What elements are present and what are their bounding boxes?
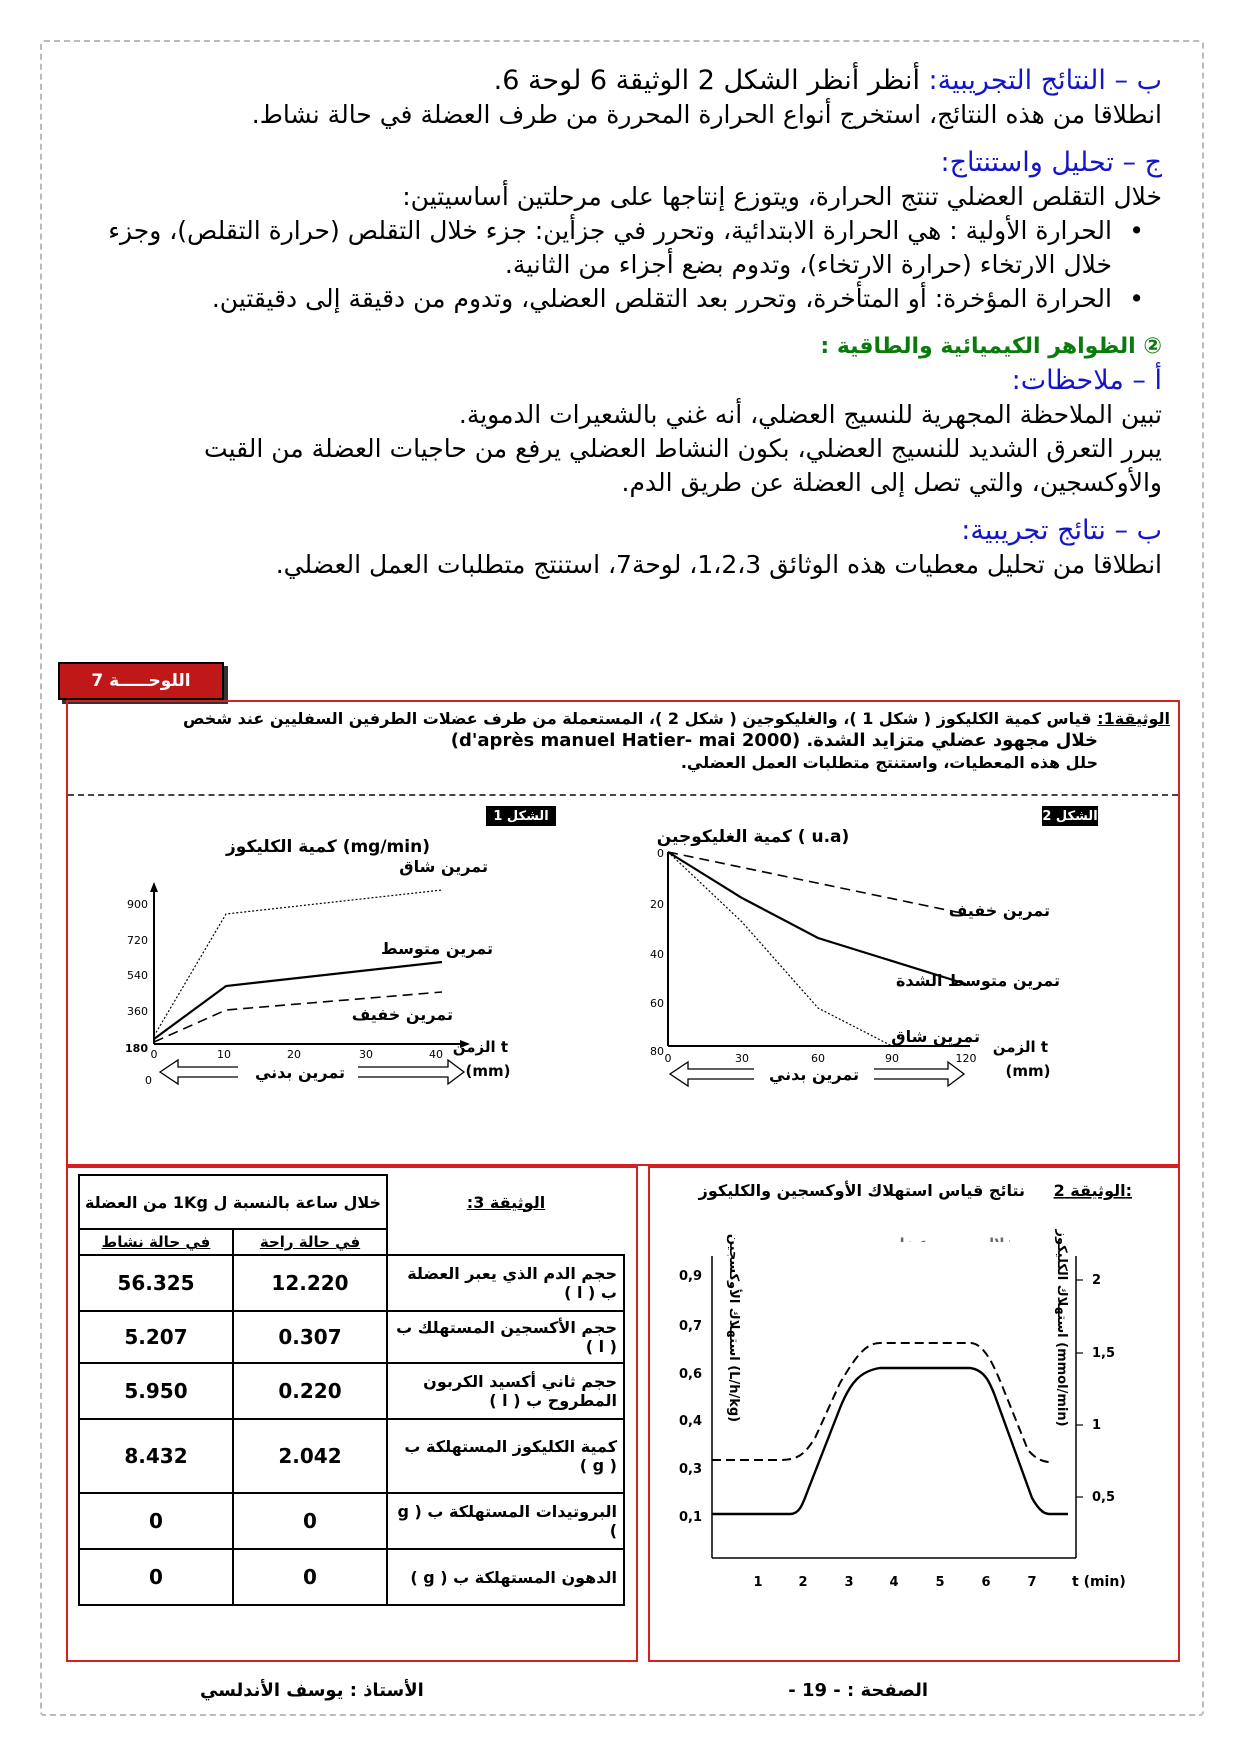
section-heading: ب – نتائج تجريبية: xyxy=(961,515,1162,546)
left-tick-label: 0,3 xyxy=(678,1462,702,1477)
right-tick-label: 0,5 xyxy=(1092,1490,1116,1505)
document-label: الوثيقة 2: xyxy=(1053,1181,1132,1200)
document-3 xyxy=(66,1166,638,1662)
document-text: خلال مجهود عضلي متزايد الشدة. (d'après manuel Hatier- mai 2000) xyxy=(450,730,1098,751)
table-row xyxy=(79,1549,624,1605)
active-value: 56.325 xyxy=(79,1255,233,1311)
column-header-rest: في حالة راحة xyxy=(233,1229,387,1255)
section-heading: أ – ملاحظات: xyxy=(1011,365,1162,396)
y-tick-label: 80 xyxy=(650,1045,664,1058)
series-label-hard: تمرين شاق xyxy=(891,1027,980,1046)
rest-value: 2.042 xyxy=(233,1419,387,1493)
left-tick-label: 0,4 xyxy=(678,1414,702,1429)
active-value: 5.207 xyxy=(79,1311,233,1363)
left-tick-label: 0,9 xyxy=(678,1269,702,1284)
paragraph: خلال التقلص العضلي تنتج الحرارة، ويتوزع إنتاجها على مرحلتين أساسيتين: xyxy=(402,182,1162,211)
active-value: 5.950 xyxy=(79,1363,233,1419)
series-line-glucose xyxy=(712,1343,1050,1462)
x-axis-title: الزمن t xyxy=(992,1038,1048,1056)
x-tick-label: 60 xyxy=(811,1052,825,1065)
row-label: حجم ثاني أكسيد الكربون المطروح ب ( l ) xyxy=(387,1363,624,1419)
table-group-header: خلال ساعة بالنسبة ل 1Kg من العضلة xyxy=(79,1175,387,1229)
series-line-hard xyxy=(668,852,892,1046)
x-tick-label: 120 xyxy=(955,1052,977,1065)
figure-tag: الشكل 1 xyxy=(493,809,549,824)
chart-title: نتائج قياس استهلاك الأوكسجين والكليكوز xyxy=(698,1181,1025,1200)
paragraph: تبين الملاحظة المجهرية للنسيج العضلي، أنه غني بالشعيرات الدموية. xyxy=(458,400,1162,429)
paragraph: يبرر التعرق الشديد للنسيج العضلي، بكون النشاط العضلي يرفع من حاجيات العضلة من القيت والأوكسجين، والتي تصل إلى العضلة عن طريق الدم. xyxy=(204,434,1162,497)
x-tick-label: 2 xyxy=(798,1575,808,1590)
consumption-chart xyxy=(650,1168,1174,1656)
table-row xyxy=(79,1493,624,1549)
x-tick-label: 3 xyxy=(844,1575,854,1590)
figure-1-chart xyxy=(68,802,628,1162)
series-label-hard: تمرين شاق xyxy=(399,857,488,876)
row-label: البروتيدات المستهلكة ب ( g ) xyxy=(387,1493,624,1549)
series-label-medium: تمرين متوسط الشدة xyxy=(895,971,1060,990)
y-tick-label: 180 xyxy=(125,1042,148,1055)
y-axis-title: كمية الكليكوز (mg/min) xyxy=(226,837,430,857)
section-text: أنظر أنظر الشكل 2 الوثيقة 6 لوحة 6. xyxy=(493,65,929,96)
series-label-medium: تمرين متوسط xyxy=(381,939,493,958)
active-value: 8.432 xyxy=(79,1419,233,1493)
document-1-header xyxy=(80,708,1170,774)
section-heading: ب – النتائج التجريبية: xyxy=(928,65,1162,96)
active-value: 0 xyxy=(79,1493,233,1549)
document-1 xyxy=(66,700,1180,1166)
x-tick-label: 20 xyxy=(287,1048,301,1061)
y-tick-label: 60 xyxy=(650,997,664,1010)
lesson-text xyxy=(82,64,1162,582)
data-table xyxy=(78,1174,625,1606)
bullet-item: • الحرارة الأولية : هي الحرارة الابتدائية، وتحرر في جزأين: جزء خلال التقلص (حرارة التقلص)، وجزء خلال الارتخاء (حرارة الارتخاء)، وتدوم بضع أجزاء من الثانية. xyxy=(82,214,1162,282)
row-label: حجم الأكسجين المستهلك ب ( l ) xyxy=(387,1311,624,1363)
left-axis-title: استهلاك الأوكسجين (L/h/kg) xyxy=(726,1233,741,1423)
y-axis-title: كمية الغليكوجين ( u.a) xyxy=(656,827,850,847)
y-tick-label: 40 xyxy=(650,948,664,961)
x-tick-label: 30 xyxy=(735,1052,749,1065)
footer-teacher: الأستاذ : يوسف الأندلسي xyxy=(200,1680,424,1701)
left-tick-label: 0,1 xyxy=(678,1510,702,1525)
x-axis-unit: (mm) xyxy=(1005,1062,1051,1080)
y-tick-label: 20 xyxy=(650,898,664,911)
rest-value: 0.307 xyxy=(233,1311,387,1363)
document-2 xyxy=(648,1166,1180,1662)
paragraph: انطلاقا من تحليل معطيات هذه الوثائق 1،2،3، لوحة7، استنتج متطلبات العمل العضلي. xyxy=(275,550,1162,579)
x-tick-label: 5 xyxy=(935,1575,945,1590)
rest-value: 0.220 xyxy=(233,1363,387,1419)
right-tick-label: 1,5 xyxy=(1092,1346,1116,1361)
exercise-arrow-label: تمرين بدني xyxy=(768,1065,860,1084)
x-tick-label: 0 xyxy=(150,1048,158,1061)
section-heading: ② الظواهر الكيميائية والطاقية : xyxy=(820,334,1162,359)
active-value: 0 xyxy=(79,1549,233,1605)
x-axis-title: t (min) xyxy=(1072,1574,1126,1590)
y-tick-label: 0 xyxy=(145,1074,152,1087)
x-axis-title: الزمن t xyxy=(452,1038,508,1056)
right-tick-label: 1 xyxy=(1092,1418,1102,1433)
row-label: الدهون المستهلكة ب ( g ) xyxy=(387,1549,624,1605)
divider xyxy=(68,794,1178,796)
bullet-item: • الحرارة المؤخرة: أو المتأخرة، وتحرر بعد التقلص العضلي، وتدوم من دقيقة إلى دقيقتين. xyxy=(82,282,1162,316)
series-label-light: تمرين خفيف xyxy=(351,1005,453,1024)
x-tick-label: 7 xyxy=(1027,1575,1037,1590)
series-line-light xyxy=(668,852,966,914)
series-line-medium xyxy=(154,962,442,1039)
right-axis-title: استهلاك الكليكوز (mmol/min) xyxy=(1054,1229,1069,1427)
table-caption: الوثيقة 3: xyxy=(466,1192,546,1212)
x-tick-label: 6 xyxy=(981,1575,991,1590)
row-label: كمية الكليكوز المستهلكة ب ( g ) xyxy=(387,1419,624,1493)
table-row xyxy=(79,1419,624,1493)
y-tick-label: 0 xyxy=(657,847,664,860)
plate-tag: اللوحـــــة 7 xyxy=(58,662,224,700)
row-label: حجم الدم الذي يعبر العضلة ب ( l ) xyxy=(387,1255,624,1311)
x-tick-label: 40 xyxy=(429,1048,443,1061)
section-heading: ج – تحليل واستنتاج: xyxy=(940,147,1162,178)
x-tick-label: 1 xyxy=(753,1575,763,1590)
table-row xyxy=(79,1255,624,1311)
right-tick-label: 2 xyxy=(1092,1273,1102,1288)
table-row xyxy=(79,1311,624,1363)
y-tick-label: 540 xyxy=(127,969,148,982)
x-tick-label: 90 xyxy=(885,1052,899,1065)
left-tick-label: 0,6 xyxy=(678,1367,702,1382)
table-row xyxy=(79,1363,624,1419)
document-text: قياس كمية الكليكوز ( شكل 1 )، والغليكوجين ( شكل 2 )، المستعملة من طرف عضلات الطرفين السفليين عند شخص xyxy=(182,709,1092,728)
series-line-oxygen xyxy=(712,1368,1068,1514)
exercise-arrow-label: تمرين بدني xyxy=(254,1063,346,1082)
figure-2-chart xyxy=(628,802,1176,1162)
document-text: حلل هذه المعطيات، واستنتج متطلبات العمل العضلي. xyxy=(680,753,1098,772)
x-tick-label: 30 xyxy=(359,1048,373,1061)
rest-value: 0 xyxy=(233,1549,387,1605)
series-label-light: تمرين خفيف xyxy=(948,901,1050,920)
arrow-head xyxy=(150,882,158,892)
x-axis-unit: (mm) xyxy=(465,1062,511,1080)
series-line-medium xyxy=(668,852,966,984)
figure-tag: الشكل 2 xyxy=(1042,809,1098,824)
left-tick-label: 0,7 xyxy=(678,1319,702,1334)
rest-value: 0 xyxy=(233,1493,387,1549)
column-header-active: في حالة نشاط xyxy=(79,1229,233,1255)
y-tick-label: 360 xyxy=(127,1005,148,1018)
table-empty-cell xyxy=(387,1229,624,1255)
y-tick-label: 900 xyxy=(127,898,148,911)
footer-page: الصفحة : - 19 - xyxy=(788,1680,928,1701)
y-tick-label: 720 xyxy=(127,934,148,947)
x-tick-label: 4 xyxy=(889,1575,899,1590)
x-tick-label: 10 xyxy=(217,1048,231,1061)
rest-value: 12.220 xyxy=(233,1255,387,1311)
x-tick-label: 0 xyxy=(664,1052,672,1065)
document-label: الوثيقة1: xyxy=(1097,709,1170,728)
paragraph: انطلاقا من هذه النتائج، استخرج أنواع الحرارة المحررة من طرف العضلة في حالة نشاط. xyxy=(251,100,1162,129)
